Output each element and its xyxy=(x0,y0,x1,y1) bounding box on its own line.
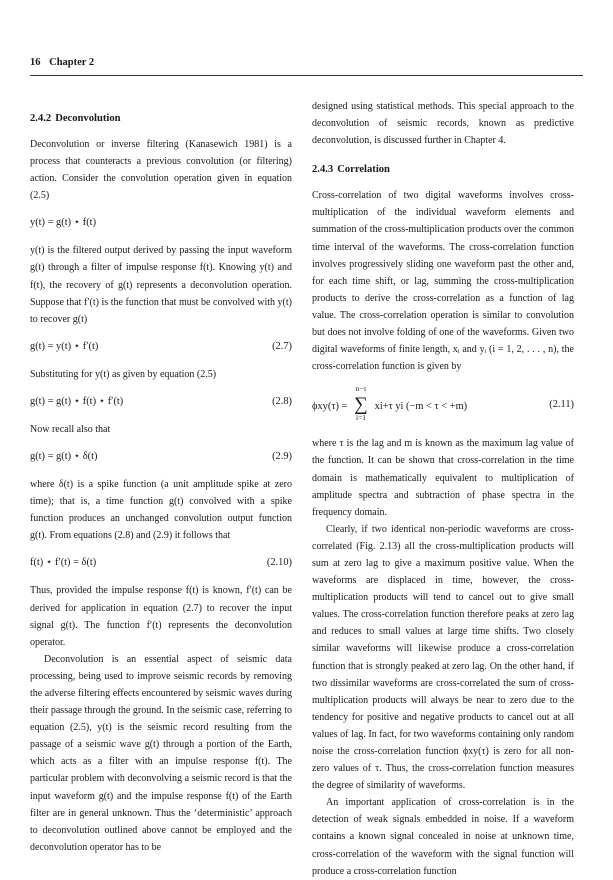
section-heading-deconvolution: 2.4.2 Deconvolution xyxy=(30,113,121,124)
header-rule xyxy=(30,75,583,76)
left-column xyxy=(30,98,292,856)
paragraph: where δ(t) is a spike function (a unit amplitude spike at zero time); that is, a time function g(t) convolved with a spike function produces an unchanged convolution output function g(t). From equations (2.8) and (2.9) it follows that xyxy=(30,479,292,542)
equation-2-5: y(t) = g(t) ⋆ f(t) xyxy=(30,217,97,229)
paragraph: y(t) is the filtered output derived by passing the input waveform g(t) through a filter of impulse response f(t). Knowing y(t) and f(t), the recovery of g(t) represents a deconvolution operation. Suppose that f′(t) is the function that must be convolved with y(t) to recover g(t) xyxy=(30,245,292,325)
section-heading-correlation: 2.4.3 Correlation xyxy=(312,164,390,176)
equation-2-8: g(t) = g(t) ⋆ f(t) ⋆ f′(t) (2.8) xyxy=(30,395,292,407)
paragraph: designed using statistical methods. This special approach to the deconvolution of seismic records, known as predictive deconvolution, is discussed further in Chapter 4. xyxy=(312,101,574,147)
paragraph: An important application of cross-correlation is in the detection of weak signals embedded in noise. If a waveform contains a known signal concealed in noise at unknown time, cross-correlation of the waveform with the signal function will produce a cross-correlation function xyxy=(312,797,574,877)
paragraph: Cross-correlation of two digital waveforms involves cross-multiplication of the individual waveform elements and summation of the cross-multiplication products over the common time interval of the waveforms. The cross-correlation function involves progressively sliding one waveform past the other and, for each time shift, or lag, summing the cross-multiplication products to derive the cross-correlation as a function of lag value. The cross-correlation operation is similar to convolution but does not involve folding of one of the waveforms. Given two digital waveforms of finite length, xᵢ and yᵢ (i = 1, 2, . . . , n), the cross-correlation function is given by xyxy=(312,190,574,373)
paragraph: where τ is the lag and m is known as the maximum lag value of the function. It can be shown that cross-correlation in the time domain is mathematically equivalent to multiplication of amplitude spectra and subtraction of phase spectra in the frequency domain. xyxy=(312,438,574,518)
equation-2-9: g(t) = g(t) ⋆ δ(t) (2.9) xyxy=(30,451,292,463)
paragraph: Deconvolution or inverse filtering (Kanasewich 1981) is a process that counteracts a previous convolution (or filtering) action. Consider the convolution operation given in equation (2.5) xyxy=(30,139,292,202)
equation-2-7: g(t) = y(t) ⋆ f′(t) (2.7) xyxy=(30,340,292,352)
paragraph: Clearly, if two identical non-periodic waveforms are cross-correlated (Fig. 2.13) all the cross-multiplication products will sum at zero lag to give a maximum positive value. When the waveforms are displaced in time, however, the cross-multiplication products will tend to cancel out to give small values. The cross-correlation function therefore peaks at zero lag and reduces to small values at large time shifts. Two closely similar waveforms will likewise produce a cross-correlation function that is strongly peaked at zero lag. On the other hand, if two dissimilar waveforms are cross-correlated the sum of cross-multiplication products will always be near to zero due to the tendency for positive and negative products to cancel out at all values of lag. In fact, for two waveforms containing only random noise the cross-correlation function ϕxy(τ) is zero for all non-zero values of τ. Thus, the cross-correlation function measures the degree of similarity of waveforms. xyxy=(312,523,574,792)
paragraph: Substituting for y(t) as given by equation (2.5) xyxy=(30,368,217,380)
paragraph: Thus, provided the impulse response f(t) is known, f′(t) can be derived for application in equation (2.7) to recover the input signal g(t). The function f′(t) represents the deconvolution operator. xyxy=(30,585,292,648)
page-number: 16 xyxy=(30,57,41,68)
summation-sign: n−τ ∑ i=1 xyxy=(354,384,368,423)
paragraph: Now recall also that xyxy=(30,423,111,435)
equation-2-10: f(t) ⋆ f′(t) = δ(t) (2.10) xyxy=(30,557,292,569)
chapter-label: Chapter 2 xyxy=(49,57,95,68)
right-column xyxy=(312,98,574,880)
running-header xyxy=(30,57,94,68)
equation-2-11: ϕxy(τ) = n−τ ∑ i=1 xi+τ yi (−m < τ < +m) (2.11) xyxy=(312,384,574,423)
paragraph: Deconvolution is an essential aspect of seismic data processing, being used to improve seismic records by removing the adverse filtering effects encountered by seismic waves during their passage through the ground. In the seismic case, referring to equation (2.5), y(t) is the seismic record resulting from the passage of a seismic wave g(t) through a portion of the Earth, which acts as a filter with an impulse response f(t). The particular problem with deconvolving a seismic record is that the input waveform g(t) and the impulse response f(t) of the Earth filter are in general unknown. Thus the ‘deterministic’ approach to deconvolution outlined above cannot be employed and the deconvolution operator has to be xyxy=(30,653,292,853)
